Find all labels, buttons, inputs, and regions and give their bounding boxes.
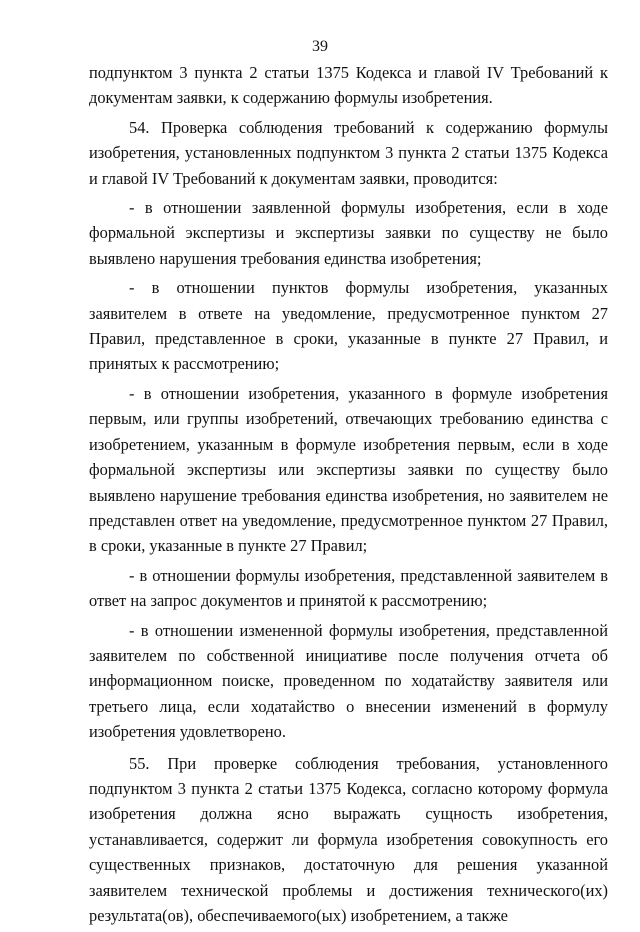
list-item: - в отношении изобретения, указанного в формуле изобретения первым, или группы изобретений, отвечающих требованию единства с изобретением, указанным в формуле изобретения первым, если в ходе формальной экспертизы или экспертизы заявки по существу было выявлено нарушение требования единства изобретения, но заявителем не представлен ответ на уведомление, предусмотренное пунктом 27 Правил, в сроки, указанные в пункте 27 Правил;: [89, 383, 608, 556]
paragraph-55: 55. При проверке соблюдения требования, установленного подпунктом 3 пункта 2 статьи 1375 Кодекса, согласно которому формула изобретения должна ясно выражать сущность изобретения, устанавливается, содержит ли формула изобретения совокупность его существенных признаков, достаточную для решения указанной заявителем технической проблемы и достижения технического(их) результата(ов), обеспечиваемого(ых) изобретением, а также: [89, 753, 608, 925]
list-item: - в отношении измененной формулы изобретения, представленной заявителем по собственной инициативе после получения отчета об информационном поиске, проведенном по ходатайству заявителя или третьего лица, если ходатайство о внесении изменений в формулу изобретения удовлетворено.: [89, 620, 608, 742]
document-body: [89, 60, 608, 932]
paragraph-continuation: подпунктом 3 пункта 2 статьи 1375 Кодекса и главой IV Требований к документам заявки, к содержанию формулы изобретения.: [89, 63, 608, 108]
list-item: - в отношении заявленной формулы изобретения, если в ходе формальной экспертизы и экспертизы заявки по существу не было выявлено нарушения требования единства изобретения;: [89, 198, 608, 268]
paragraph-54: 54. Проверка соблюдения требований к содержанию формулы изобретения, установленных подпунктом 3 пункта 2 статьи 1375 Кодекса и главой IV Требований к документам заявки, проводится:: [89, 117, 608, 188]
list-item: - в отношении пунктов формулы изобретения, указанных заявителем в ответе на уведомление, предусмотренное пунктом 27 Правил, представленное в сроки, указанные в пункте 27 Правил, и принятых к рассмотрению;: [89, 278, 608, 374]
page-number: 39: [312, 38, 328, 55]
list-item: - в отношении формулы изобретения, представленной заявителем в ответ на запрос документов и принятой к рассмотрению;: [89, 565, 608, 611]
